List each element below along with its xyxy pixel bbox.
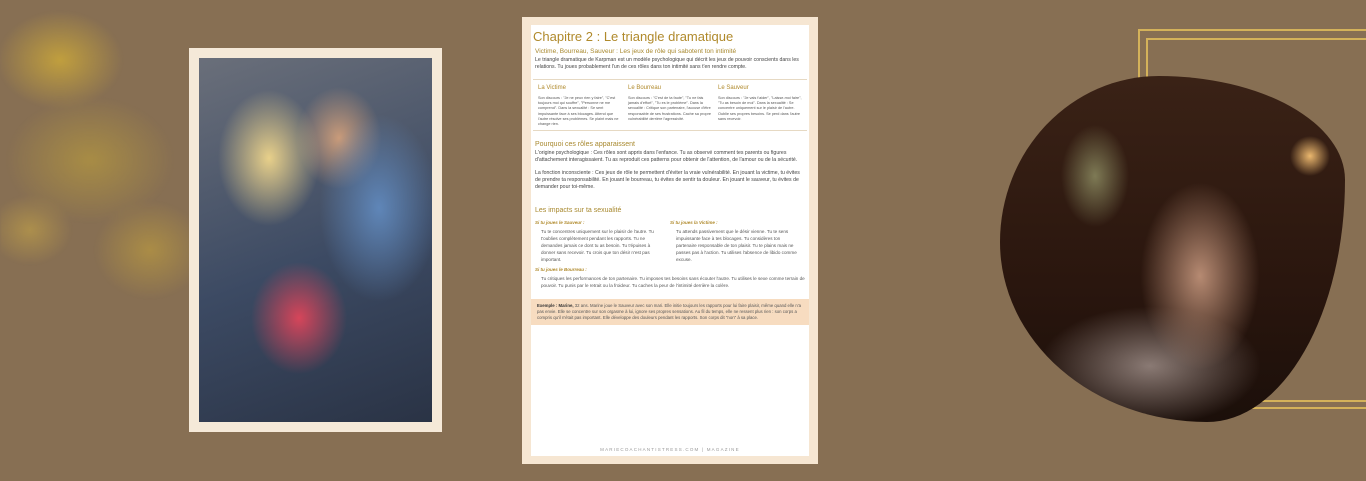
chapter-title: Chapitre 2 : Le triangle dramatique [533,29,734,44]
section-title-impacts: Les impacts sur ta sexualité [535,207,622,215]
page-footer: MARIECOACHANTISTRESS.COM | MAGAZINE [600,447,740,452]
role-sauveur [715,83,805,127]
magazine-page-preview [522,17,818,464]
role-description: Son discours : "Je vais t'aider", "Laisse-moi faire", "Tu as besoin de moi". Dans la sexualité : Se concentre uniquement sur le plaisir de l'autre. Oublie ses propres besoins. Se perd dans l'autre sans recevoir. [718,96,802,121]
impact-heading: Si tu joues le Bourreau : [535,267,587,273]
chapter-subtitle: Victime, Bourreau, Sauveur : Les jeux de rôle qui sabotent ton intimité [535,48,737,55]
example-callout [531,299,809,325]
impact-victime [670,216,805,263]
impact-heading: Si tu joues le Sauveur : [535,220,585,226]
role-name: Le Bourreau [628,85,662,91]
example-label: Exemple : Marine, [537,303,574,309]
couple-photo-frame [189,48,442,432]
role-victime [535,83,625,127]
impact-sauveur [535,216,670,263]
impact-bourreau [535,267,805,289]
example-text: 32 ans. Marine joue le Sauveur avec son mari. Elle initie toujours les rapports pour lui faire plaisir, même quand elle n'a pas envie. Elle se concentre sur son orgasme à lui, ignore ses propres sensations. Au fil du temps, elle ne ressent plus rien : son corps a compris qu'il n'était pas important. Elle développe des douleurs pendant les rapports. Son corps dit "non" à sa place. [537,303,802,321]
role-description: Son discours : "Je ne peux rien y faire", "C'est toujours moi qui souffre", "Personne ne me comprend". Dans la sexualité : Se sent impuissante face à ses blocages. Attend que l'autre résolve ses problèmes. Se plaint mais ne change rien. [538,96,619,127]
role-name: Le Sauveur [718,85,749,91]
role-bourreau [625,83,715,127]
impact-text: Tu te concentres uniquement sur le plaisir de l'autre. Tu t'oublies complètement pendant les rapports. Tu ne demandes jamais ce dont tu as besoin. Tu t'épuises à donner sans recevoir. Tu crois que ton désir n'est pas important. [541,229,654,263]
chapter-intro: Le triangle dramatique de Karpman est un modèle psychologique qui décrit les jeux de pouvoir conscients dans les relations. Tu joues probablement l'un de ces rôles dans ton intimité sans t'en rendre compte. [535,57,799,70]
role-description: Son discours : "C'est de ta faute", "Tu ne fais jamais d'effort", "Tu es le problème". Dans la sexualité : Critique son partenaire, l'accuse d'être responsable de ses frustrations. Cache sa propre vulnérabilité derrière l'agressivité. [628,96,711,121]
roles-table [533,79,807,131]
impacts-columns [535,216,805,263]
impact-heading: Si tu joues la Victime : [670,220,718,226]
impact-text: Tu attends passivement que le désir vienne. Tu te sens impuissante face à tes blocages. Tu considères ton partenaire responsable de ton plaisir. Tu te plains mais ne passes pas à l'action. Tu utilises l'absence de libido comme excuse. [676,229,797,263]
magazine-page-content [531,25,809,456]
section-paragraph: La fonction inconsciente : Ces jeux de rôle te permettent d'éviter la vraie vulnérabilité. En jouant la victime, tu évites de prendre ta responsabilité. En jouant le bourreau, tu évites de sentir ta douleur. En jouant le sauveur, tu évites de demander pour toi-même. [535,170,800,191]
couple-embrace-photo [199,58,432,422]
section-title-why: Pourquoi ces rôles apparaissent [535,141,636,149]
section-paragraph: L'origine psychologique : Ces rôles sont appris dans l'enfance. Tu as observé comment tes parents ou figures d'attachement interagissaient. Tu as reproduit ces patterns pour obtenir de l'attention, de l'amour ou de la sécurité. [535,150,798,164]
role-name: La Victime [538,85,566,91]
impact-text: Tu critiques les performances de ton partenaire. Tu imposes tes besoins sans écouter l'autre. Tu utilises le sexe comme terrain de pouvoir. Tu punis par le retrait ou la froideur. Tu caches la peur de l'intimité derrière la colère. [541,276,805,289]
